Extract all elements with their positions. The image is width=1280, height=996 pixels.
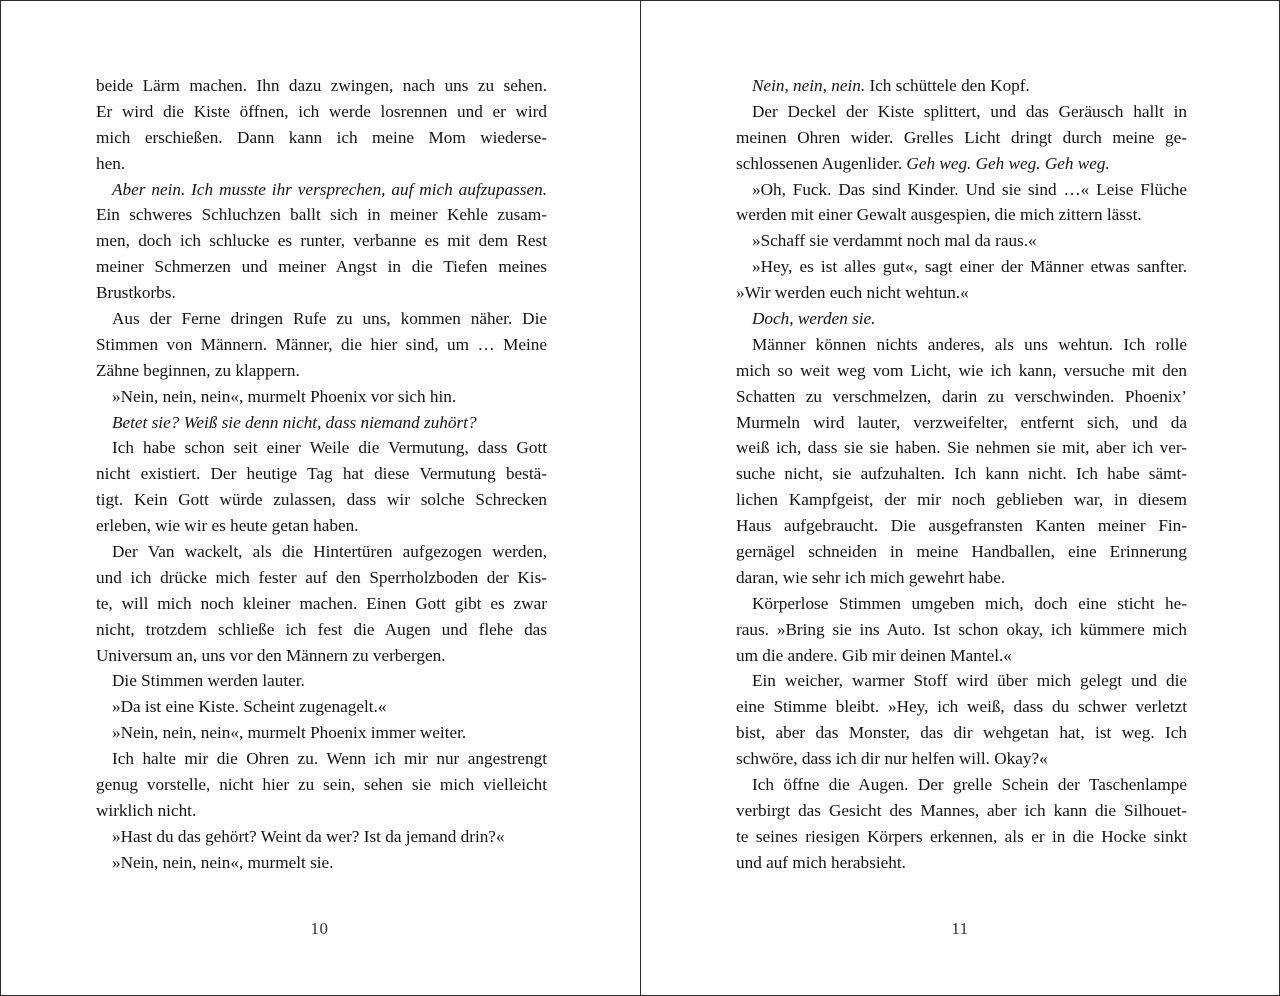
right-page-number: 11 bbox=[951, 919, 969, 938]
italic-span: Nein, nein, nein. bbox=[752, 76, 866, 95]
text-line: und ich drücke mich fester auf den Sperrholzboden der Kis- bbox=[96, 567, 547, 587]
text-line: werden mit einer Gewalt ausgespien, die mich zittern lässt. bbox=[736, 205, 1142, 225]
text-line: nicht existiert. Der heutige Tag hat diese Vermutung bestä- bbox=[96, 464, 547, 484]
text-line: suche nicht, sie aufzuhalten. Ich kann nicht. Ich habe sämt- bbox=[736, 464, 1187, 484]
text-line: »Oh, Fuck. Das sind Kinder. Und sie sind …« Leise Flüche bbox=[752, 179, 1187, 199]
text-line: bist, aber das Monster, das dir wehgetan hat, ist weg. Ich bbox=[736, 723, 1187, 743]
text-line: Er wird die Kiste öffnen, ich werde losrennen und er wird bbox=[96, 101, 547, 121]
text-line: daran, wie sehr ich mich gewehrt habe. bbox=[736, 567, 1006, 587]
text-line: »Nein, nein, nein«, murmelt Phoenix vor sich hin. bbox=[112, 386, 457, 406]
text-line: verbirgt das Gesicht des Mannes, aber ich kann die Silhouet- bbox=[736, 800, 1187, 820]
text-line: um die andere. Gib mir deinen Mantel.« bbox=[736, 645, 1012, 665]
text-line: meiner Schmerzen und meiner Angst in die Tiefen meines bbox=[96, 257, 547, 277]
text-line: Ich habe schon seit einer Weile die Vermutung, dass Gott bbox=[112, 438, 547, 458]
text-line: »Da ist eine Kiste. Scheint zugenagelt.« bbox=[112, 697, 387, 717]
text-line: wirklich nicht. bbox=[96, 800, 197, 820]
text-line: Betet sie? Weiß sie denn nicht, dass niemand zuhört? bbox=[112, 412, 477, 432]
text-line: Universum an, uns vor den Männern zu verbergen. bbox=[96, 645, 446, 665]
text-line: Brustkorbs. bbox=[96, 283, 176, 303]
text-line: Ich halte mir die Ohren zu. Wenn ich mir nur angestrengt bbox=[112, 749, 547, 769]
text-line: meinen Ohren wider. Grelles Licht dringt durch meine ge- bbox=[736, 127, 1187, 147]
text-line: Männer können nichts anderes, als uns wehtun. Ich rolle bbox=[752, 334, 1187, 354]
left-page-text bbox=[96, 73, 547, 876]
text-line: Zähne beginnen, zu klappern. bbox=[96, 360, 300, 380]
text-line: »Nein, nein, nein«, murmelt sie. bbox=[112, 852, 334, 872]
text-line: te, will mich noch kleiner machen. Einen Gott gibt es zwar bbox=[96, 593, 547, 613]
text-line bbox=[736, 73, 1187, 99]
roman-span: Ich schüttele den Kopf. bbox=[865, 76, 1030, 95]
text-line bbox=[736, 151, 1187, 177]
text-line: Körperlose Stimmen umgeben mich, doch eine sticht he- bbox=[752, 593, 1187, 613]
text-line: genug vorstelle, nicht hier zu sein, sehen sie mich vielleicht bbox=[96, 775, 547, 795]
text-line: te seines riesigen Körpers erkennen, als er in die Hocke sinkt bbox=[736, 826, 1187, 846]
text-line: schwöre, dass ich dir nur helfen will. Okay?« bbox=[736, 749, 1048, 769]
text-line: »Hast du das gehört? Weint da wer? Ist da jemand drin?« bbox=[112, 826, 505, 846]
text-line: Der Deckel der Kiste splittert, und das Geräusch hallt in bbox=[752, 101, 1187, 121]
text-line: hen. bbox=[96, 153, 126, 173]
text-line: lichen Kampfgeist, der mir noch geblieben war, in diesem bbox=[736, 490, 1187, 510]
text-line: »Wir werden euch nicht wehtun.« bbox=[736, 283, 969, 303]
italic-span: Geh weg. Geh weg. Geh weg. bbox=[906, 153, 1110, 173]
text-line: weiß ich, dass sie sie haben. Sie nehmen sie mit, aber ich ver- bbox=[736, 438, 1187, 458]
text-line: nicht, trotzdem schließe ich fest die Augen und flehe das bbox=[96, 619, 547, 639]
text-line: Aus der Ferne dringen Rufe zu uns, kommen näher. Die bbox=[112, 309, 547, 329]
text-line: tigt. Kein Gott würde zulassen, dass wir solche Schrecken bbox=[96, 490, 547, 510]
text-line: Stimmen von Männern. Männer, die hier sind, um … Meine bbox=[96, 334, 547, 354]
text-line: Ein weicher, warmer Stoff wird über mich gelegt und die bbox=[752, 671, 1187, 691]
text-line: gernägel schneiden in meine Handballen, eine Erinnerung bbox=[736, 542, 1187, 562]
text-line: Haus aufgebraucht. Die ausgefransten Kanten meiner Fin- bbox=[736, 516, 1187, 536]
right-page-text bbox=[736, 73, 1187, 876]
left-page bbox=[1, 1, 640, 995]
text-line: »Schaff sie verdammt noch mal da raus.« bbox=[752, 231, 1037, 251]
text-line: »Nein, nein, nein«, murmelt Phoenix immer weiter. bbox=[112, 723, 467, 743]
right-page bbox=[641, 1, 1279, 995]
text-line: mich erschießen. Dann kann ich meine Mom wiederse- bbox=[96, 127, 547, 147]
text-line: Aber nein. Ich musste ihr versprechen, auf mich aufzupassen. bbox=[112, 179, 547, 199]
text-line: Murmeln wird lauter, verzweifelter, entfernt sich, und da bbox=[736, 412, 1187, 432]
text-line: men, doch ich schlucke es runter, verbanne es mit dem Rest bbox=[96, 231, 547, 251]
text-line: »Hey, es ist alles gut«, sagt einer der Männer etwas sanfter. bbox=[752, 257, 1187, 277]
left-page-number: 10 bbox=[310, 919, 329, 938]
text-line: beide Lärm machen. Ihn dazu zwingen, nach uns zu sehen. bbox=[96, 76, 547, 95]
text-line: Ich öffne die Augen. Der grelle Schein der Taschenlampe bbox=[752, 775, 1187, 795]
roman-span: schlossenen Augenlider. bbox=[736, 153, 907, 173]
text-line: mich so weit weg vom Licht, wie ich kann, versuche mit den bbox=[736, 360, 1187, 380]
text-line: Die Stimmen werden lauter. bbox=[112, 671, 305, 691]
text-line: eine Stimme bleibt. »Hey, ich weiß, dass du schwer verletzt bbox=[736, 697, 1187, 717]
text-line: Schatten zu verschmelzen, darin zu verschwinden. Phoenix’ bbox=[736, 386, 1187, 406]
text-line: erleben, wie wir es heute getan haben. bbox=[96, 516, 359, 536]
text-line: Der Van wackelt, als die Hintertüren aufgezogen werden, bbox=[112, 542, 547, 562]
text-line: Ein schweres Schluchzen ballt sich in meiner Kehle zusam- bbox=[96, 205, 547, 225]
text-line: Doch, werden sie. bbox=[752, 309, 876, 329]
text-line: und auf mich herabsieht. bbox=[736, 852, 906, 872]
text-line: raus. »Bring sie ins Auto. Ist schon okay, ich kümmere mich bbox=[736, 619, 1187, 639]
